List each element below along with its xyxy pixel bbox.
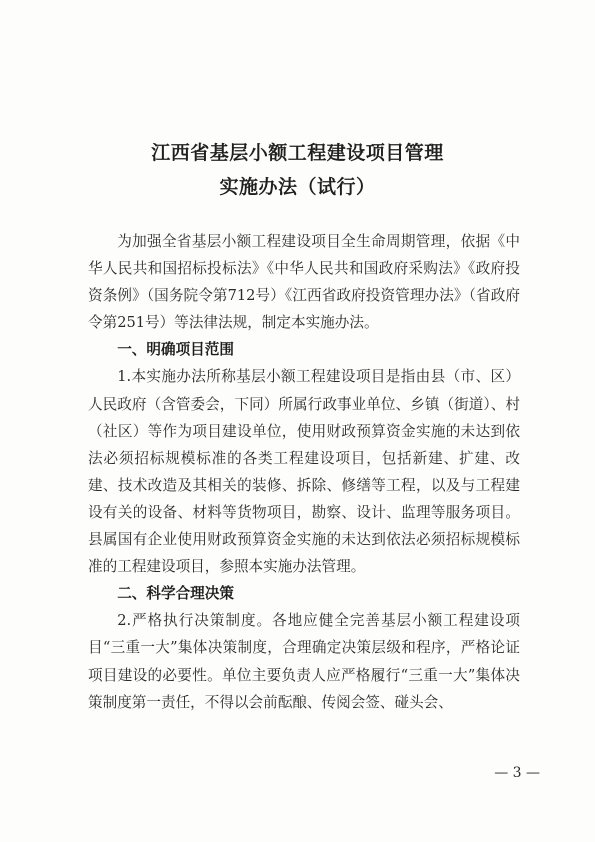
page-number: — 3 — [494,765,540,781]
section-2-paragraph: 2.严格执行决策制度。各地应健全完善基层小额工程建设项目“三重一大”集体决策制度，合理确定决策层级和程序，严格论证项目建设的必要性。单位主要负责人应严格履行“三重一大”集体决策制度第一责任，不得以会前酝酿、传阅会签、碰头会、 [88,612,520,711]
title-line-1: 江西省基层小额工程建设项目管理 [151,142,444,164]
section-1-paragraph: 1.本实施办法所称基层小额工程建设项目是指由县（市、区）人民政府（含管委会，下同）所属行政事业单位、乡镇（街道）、村（社区）等作为项目建设单位，使用财政预算资金实施的未达到依法必须招标规模标准的各类工程建设项目，包括新建、扩建、改建、技术改造及其相关的装修、拆除、修缮等工程，以及与工程建设有关的设备、材料等货物项目，勘察、设计、监理等服务项目。县属国有企业使用财政预算资金实施的未达到依法必须招标规模标准的工程建设项目，参照本实施办法管理。 [88,368,520,576]
intro-paragraph: 为加强全省基层小额工程建设项目全生命周期管理，依据《中华人民共和国招标投标法》《中华人民共和国政府采购法》《政府投资条例》（国务院令第712号）《江西省政府投资管理办法》（省政府令第251号）等法律法规，制定本实施办法。 [88,233,520,332]
section-heading-1: 一、明确项目范围 [117,341,234,359]
title-line-2: 实施办法（试行） [219,176,376,198]
document-title [0,136,595,204]
document-body [88,228,520,716]
section-heading-2: 二、科学合理决策 [117,585,234,603]
